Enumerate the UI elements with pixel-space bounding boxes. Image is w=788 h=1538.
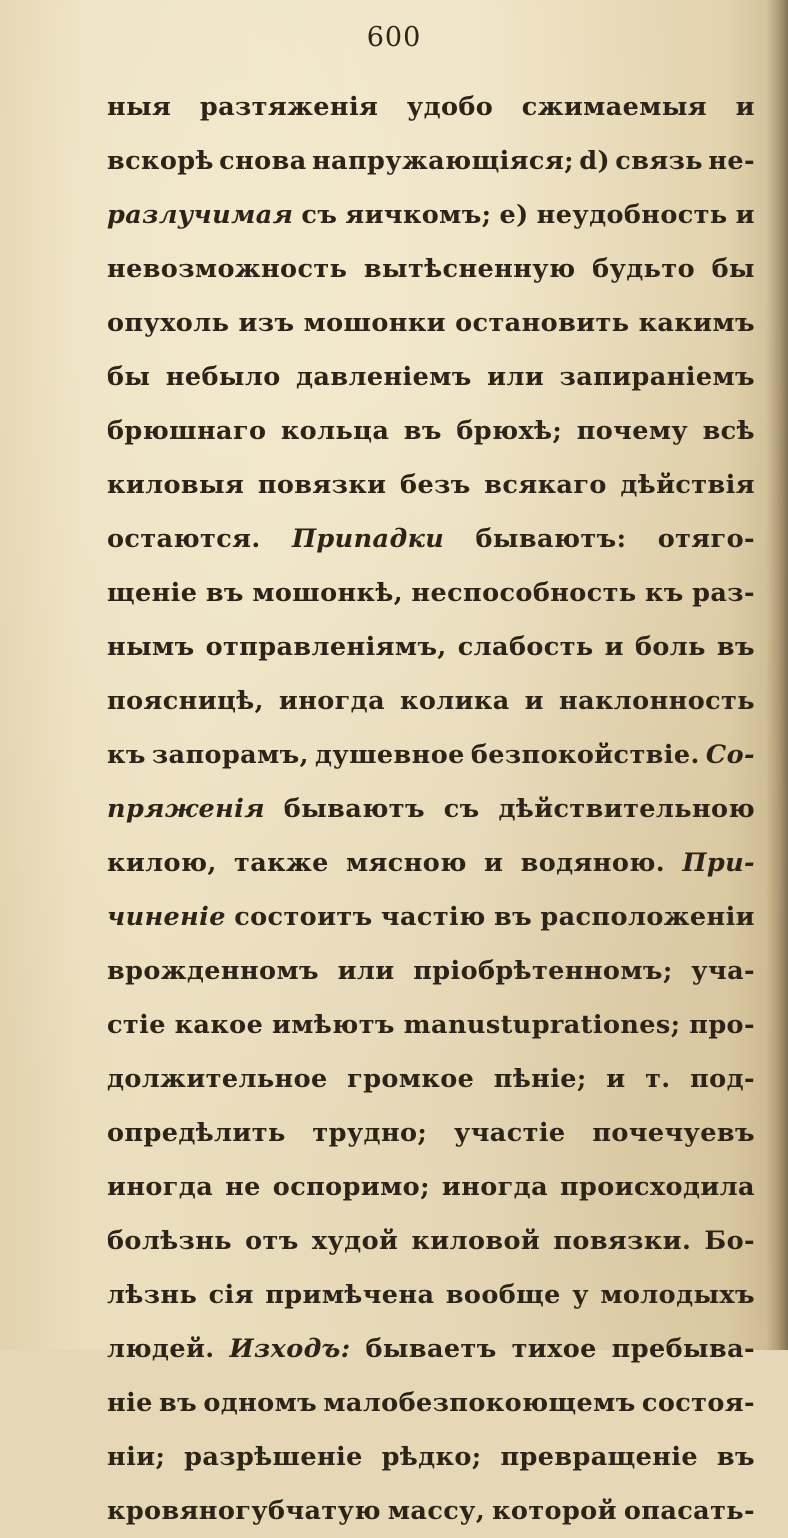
word: про-: [689, 1010, 755, 1040]
word: нымъ: [107, 632, 195, 662]
word: опасать-: [623, 1496, 755, 1526]
word: вскорѣ: [107, 146, 214, 176]
word: болѣзнь: [107, 1226, 232, 1256]
text-line: [107, 350, 755, 404]
word: молодыхъ: [600, 1280, 755, 1310]
word: бываетъ: [365, 1334, 497, 1364]
word: въ: [403, 416, 442, 446]
word: дѣйствительною: [498, 794, 755, 824]
word: и: [606, 1064, 626, 1094]
word: съ: [301, 200, 338, 230]
word: какимъ: [638, 308, 755, 338]
word: вообще: [445, 1280, 561, 1310]
word: мошонки: [303, 308, 446, 338]
text-line: [107, 890, 755, 944]
word: не: [225, 1172, 261, 1202]
word: почечуевъ: [592, 1118, 755, 1148]
word: киловыя: [107, 470, 245, 500]
word: громкое: [347, 1064, 475, 1094]
word: и: [604, 632, 624, 662]
word: или: [337, 956, 395, 986]
word: поясницѣ,: [107, 686, 264, 716]
word: manustuprationes;: [403, 1010, 681, 1040]
word: рѣдко;: [381, 1442, 482, 1472]
word: какое: [174, 1010, 264, 1040]
word: разтяженія: [199, 92, 379, 122]
page-edge-shadow: [766, 0, 788, 1350]
word: остаются.: [107, 524, 261, 554]
text-line: [107, 134, 755, 188]
word: превращеніе: [500, 1442, 699, 1472]
text-line: [107, 1160, 755, 1214]
word: киловой: [411, 1226, 541, 1256]
word: брюхѣ;: [456, 416, 563, 446]
text-line: [107, 728, 755, 782]
word: врожденномъ: [107, 956, 319, 986]
word: запорамъ,: [151, 740, 309, 770]
word: въ: [159, 1388, 198, 1418]
word: под-: [690, 1064, 755, 1094]
word: килою,: [107, 848, 217, 878]
word: удобо: [406, 92, 494, 122]
word: людей.: [107, 1334, 215, 1364]
word: ніи;: [107, 1442, 166, 1472]
word: повязки: [257, 470, 387, 500]
word: отправленіямъ,: [205, 632, 447, 662]
text-line: [107, 242, 755, 296]
word: пряженія: [107, 794, 265, 824]
word: примѣчена: [265, 1280, 435, 1310]
word: щеніе: [107, 578, 198, 608]
word: Со-: [705, 740, 755, 770]
word: Припадки: [291, 524, 445, 554]
word: состоитъ: [234, 902, 373, 932]
word: кольца: [280, 416, 390, 446]
text-line: [107, 1052, 755, 1106]
word: съ: [443, 794, 480, 824]
text-line: [107, 1268, 755, 1322]
word: напружающіяся;: [311, 146, 574, 176]
word: почему: [576, 416, 689, 446]
text-line: [107, 836, 755, 890]
word: колика: [400, 686, 510, 716]
word: одномъ: [203, 1388, 318, 1418]
word: иногда: [441, 1172, 549, 1202]
text-line: [107, 1376, 755, 1430]
word: Изходъ:: [229, 1334, 351, 1364]
word: трудно;: [312, 1118, 428, 1148]
word: неудобность: [536, 200, 728, 230]
word: яичкомъ;: [345, 200, 492, 230]
word: боль: [634, 632, 706, 662]
word: сжимаемыя: [521, 92, 708, 122]
word: безъ: [400, 470, 471, 500]
word: раз-: [692, 578, 755, 608]
word: расположеніи: [540, 902, 755, 932]
page-number: 600: [366, 22, 422, 53]
word: e): [499, 200, 529, 230]
word: мясною: [346, 848, 467, 878]
word: отяго-: [657, 524, 755, 554]
word: всякаго: [484, 470, 607, 500]
word: оспоримо;: [272, 1172, 430, 1202]
word: участіе: [454, 1118, 566, 1148]
word: давленіемъ: [296, 362, 472, 392]
word: вытѣсненную: [363, 254, 576, 284]
word: къ: [644, 578, 684, 608]
word: бываютъ:: [475, 524, 627, 554]
word: въ: [205, 578, 244, 608]
word: лѣзнь: [107, 1280, 198, 1310]
word: частію: [380, 902, 486, 932]
word: брюшнаго: [107, 416, 267, 446]
word: т.: [645, 1064, 671, 1094]
word: отъ: [245, 1226, 299, 1256]
word: которой: [492, 1496, 617, 1526]
word: сія: [208, 1280, 254, 1310]
word: разлучимая: [107, 200, 294, 230]
word: худой: [311, 1226, 399, 1256]
text-line: [107, 512, 755, 566]
text-line: [107, 458, 755, 512]
word: ніе: [107, 1388, 153, 1418]
word: имѣютъ: [271, 1010, 395, 1040]
word: въ: [716, 632, 755, 662]
word: невозможность: [107, 254, 348, 284]
word: у: [572, 1280, 589, 1310]
text-line: [107, 620, 755, 674]
body-text: [107, 80, 755, 1538]
word: изъ: [238, 308, 295, 338]
word: дѣйствія: [620, 470, 755, 500]
text-line: [107, 188, 755, 242]
word: повязки.: [553, 1226, 692, 1256]
word: также: [234, 848, 329, 878]
word: или: [487, 362, 545, 392]
word: Бо-: [704, 1226, 755, 1256]
text-line: [107, 998, 755, 1052]
text-line: [107, 1430, 755, 1484]
text-line: [107, 782, 755, 836]
text-line: [107, 674, 755, 728]
word: массу,: [387, 1496, 486, 1526]
word: опухоль: [107, 308, 230, 338]
text-line: [107, 1322, 755, 1376]
word: иногда: [107, 1172, 214, 1202]
word: наклонность: [559, 686, 755, 716]
word: къ: [107, 740, 146, 770]
word: чиненіе: [107, 902, 226, 932]
text-line: [107, 566, 755, 620]
text-line: [107, 1106, 755, 1160]
word: будьто: [592, 254, 695, 284]
text-line: [107, 404, 755, 458]
word: и: [735, 92, 755, 122]
word: иногда: [278, 686, 386, 716]
word: мошонкѣ,: [252, 578, 403, 608]
word: связь: [615, 146, 703, 176]
word: душевное: [314, 740, 465, 770]
word: опредѣлить: [107, 1118, 286, 1148]
word: разрѣшеніе: [184, 1442, 363, 1472]
word: уча-: [691, 956, 755, 986]
word: пріобрѣтенномъ;: [413, 956, 673, 986]
word: въ: [493, 902, 533, 932]
word: пѣніе;: [493, 1064, 587, 1094]
word: небыло: [165, 362, 281, 392]
word: малобезпокоющемъ: [323, 1388, 636, 1418]
word: слабость: [457, 632, 594, 662]
word: пребыва-: [611, 1334, 755, 1364]
word: состоя-: [641, 1388, 755, 1418]
word: d): [579, 146, 610, 176]
word: происходила: [559, 1172, 755, 1202]
word: не-: [708, 146, 755, 176]
text-line: [107, 296, 755, 350]
word: кровяногубчатую: [107, 1496, 381, 1526]
word: безпокойствіе.: [470, 740, 700, 770]
word: стіе: [107, 1010, 166, 1040]
word: запираніемъ: [559, 362, 755, 392]
word: При-: [682, 848, 755, 878]
word: всѣ: [702, 416, 755, 446]
word: и: [484, 848, 504, 878]
word: водяною.: [520, 848, 666, 878]
text-line: [107, 944, 755, 998]
word: бы: [711, 254, 755, 284]
word: должительное: [107, 1064, 328, 1094]
word: остановить: [455, 308, 630, 338]
text-line: [107, 1214, 755, 1268]
word: бы: [107, 362, 151, 392]
word: неспособность: [411, 578, 637, 608]
word: и: [735, 200, 755, 230]
text-line: [107, 80, 755, 134]
word: въ: [716, 1442, 755, 1472]
text-line: [107, 1484, 755, 1538]
word: и: [524, 686, 544, 716]
word: бываютъ: [283, 794, 425, 824]
word: ныя: [107, 92, 172, 122]
word: снова: [219, 146, 307, 176]
word: тихое: [511, 1334, 597, 1364]
